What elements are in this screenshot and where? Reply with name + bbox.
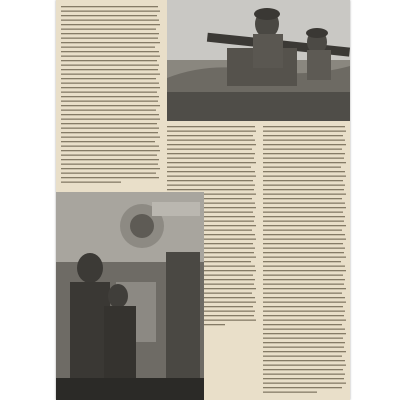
text-column-right	[263, 126, 347, 396]
text-lines-right	[263, 126, 347, 396]
text-column-left-top	[61, 6, 161, 186]
photo-turret-crew	[56, 192, 204, 400]
photo-gun-crew-art	[167, 0, 350, 121]
photo-gun-crew	[167, 0, 350, 121]
magazine-page	[56, 0, 350, 400]
text-lines-left-top	[61, 6, 161, 186]
photo-turret-crew-art	[56, 192, 204, 400]
